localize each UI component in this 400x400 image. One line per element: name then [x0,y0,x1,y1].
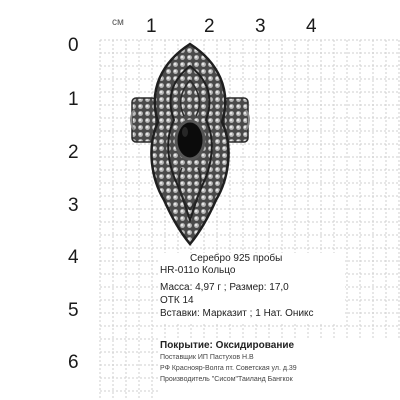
supplier-text: Поставщик ИП Пастухов Н.В [160,354,254,361]
y-tick-4: 4 [68,247,79,268]
y-tick-1: 1 [68,89,79,110]
cm-unit-label: см [112,17,124,28]
product-footer [160,338,400,400]
y-tick-5: 5 [68,300,79,321]
article-text: HR-011o Кольцо [160,265,236,276]
ring-image [130,40,250,250]
x-tick-1: 1 [146,16,157,37]
coating-text: Покрытие: Оксидирование [160,340,295,351]
product-info [160,253,345,323]
manufacturer-text: Производитель "Сисом"Таиланд Бангкок [160,376,293,383]
x-tick-4: 4 [306,16,317,37]
onyx-stone [176,121,204,159]
material-text: Серебро 925 пробы [190,253,283,264]
y-tick-3: 3 [68,195,79,216]
mass-size-text: Масса: 4,97 г ; Размер: 17,0 [160,282,289,293]
inserts-text: Вставки: Марказит ; 1 Нат. Оникс [160,308,314,319]
address-text: РФ Краснояр-Волга пт. Советская ул. д.39 [160,365,297,372]
x-tick-2: 2 [204,16,215,37]
y-tick-0: 0 [68,35,79,56]
y-tick-2: 2 [68,142,79,163]
y-tick-6: 6 [68,352,79,373]
x-tick-3: 3 [255,16,266,37]
otk-text: ОТК 14 [160,295,194,306]
